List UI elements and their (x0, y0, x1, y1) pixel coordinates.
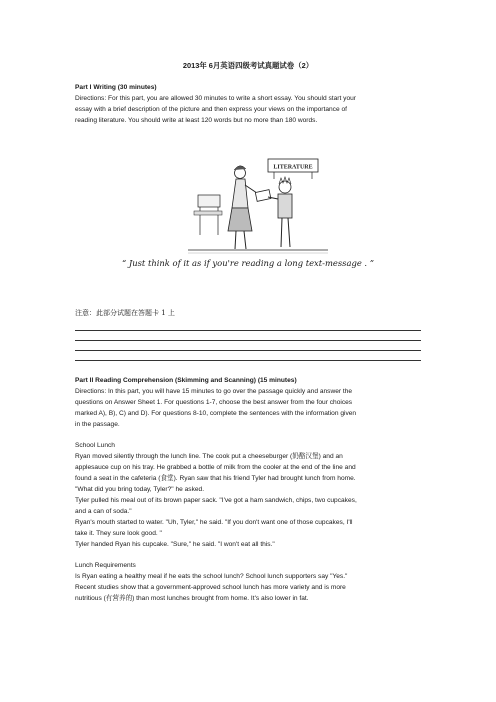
passage-line-5: Tyler pulled his meal out of its brown paper sack. "I've got a ham sandwich, chips, two cupcakes, (75, 497, 357, 504)
passage-line-8: take it. They sure look good. " (75, 530, 162, 537)
passage-line-1: Ryan moved silently through the lunch line. The cook put a cheeseburger (奶酪汉堡) and an (75, 453, 343, 460)
literature-sign-text: LITERATURE (273, 164, 313, 171)
passage-line-3: found a seat in the cafeteria (食堂). Ryan saw that his friend Tyler had brought lunch from home. (75, 475, 356, 482)
part2-directions-line-3: marked A), B), C) and D). For questions 8-10, complete the sentences with the information given (75, 410, 357, 417)
part1-directions-line-1: Directions: For this part, you are allowed 30 minutes to write a short essay. You should start your (75, 95, 356, 102)
document-title: 2013年 6月英语四级考试真题试卷（2） (182, 61, 314, 70)
passage2-line-1: Is Ryan eating a healthy meal if he eats the school lunch? School lunch supporters say "Yes." (75, 573, 348, 580)
part2-heading: Part II Reading Comprehension (Skimming and Scanning) (15 minutes) (75, 377, 297, 384)
part1-directions-line-3: reading literature. You should write at least 120 words but no more than 180 words. (75, 117, 318, 124)
passage2-line-2: Recent studies show that a government-approved school lunch has more variety and is more (75, 584, 346, 591)
part1-directions-line-2: essay with a brief description of the picture and then express your views on the importance of (75, 106, 347, 113)
passage-line-9: Tyler handed Ryan his cupcake. "Sure," he said. "I won't eat all this." (75, 541, 275, 548)
section-title-lunch-requirements: Lunch Requirements (75, 562, 136, 569)
writing-line-3 (75, 350, 421, 351)
writing-line-2 (75, 340, 421, 341)
answer-sheet-note: 注意：此部分试题在答题卡 1 上 (75, 309, 175, 317)
writing-line-1 (75, 330, 421, 331)
part2-directions-line-1: Directions: In this part, you will have 15 minutes to go over the passage quickly and answer the (75, 388, 353, 395)
part2-directions-line-2: questions on Answer Sheet 1. For questions 1-7, choose the best answer from the four choices (75, 399, 353, 406)
cartoon-caption: “ Just think of it as if you're reading a long text-message . ” (121, 258, 375, 268)
part1-heading: Part I Writing (30 minutes) (75, 84, 157, 91)
passage-line-7: Ryan's mouth started to water. "Uh, Tyler," he said. "If you don't want one of those cupcakes, I'll (75, 519, 353, 526)
part2-directions-line-4: in the passage. (75, 421, 120, 428)
passage-line-4: "What did you bring today, Tyler?" he asked. (75, 486, 205, 493)
passage2-line-3: nutritious (有营养的) than most lunches brought from home. It's also lower in fat. (75, 595, 309, 602)
cartoon-illustration (188, 153, 328, 265)
writing-line-4 (75, 360, 421, 361)
passage-line-6: and a can of soda." (75, 508, 132, 515)
passage-line-2: applesauce cup on his tray. He grabbed a bottle of milk from the cooler at the end of the line and (75, 464, 356, 471)
section-title-school-lunch: School Lunch (75, 442, 115, 449)
